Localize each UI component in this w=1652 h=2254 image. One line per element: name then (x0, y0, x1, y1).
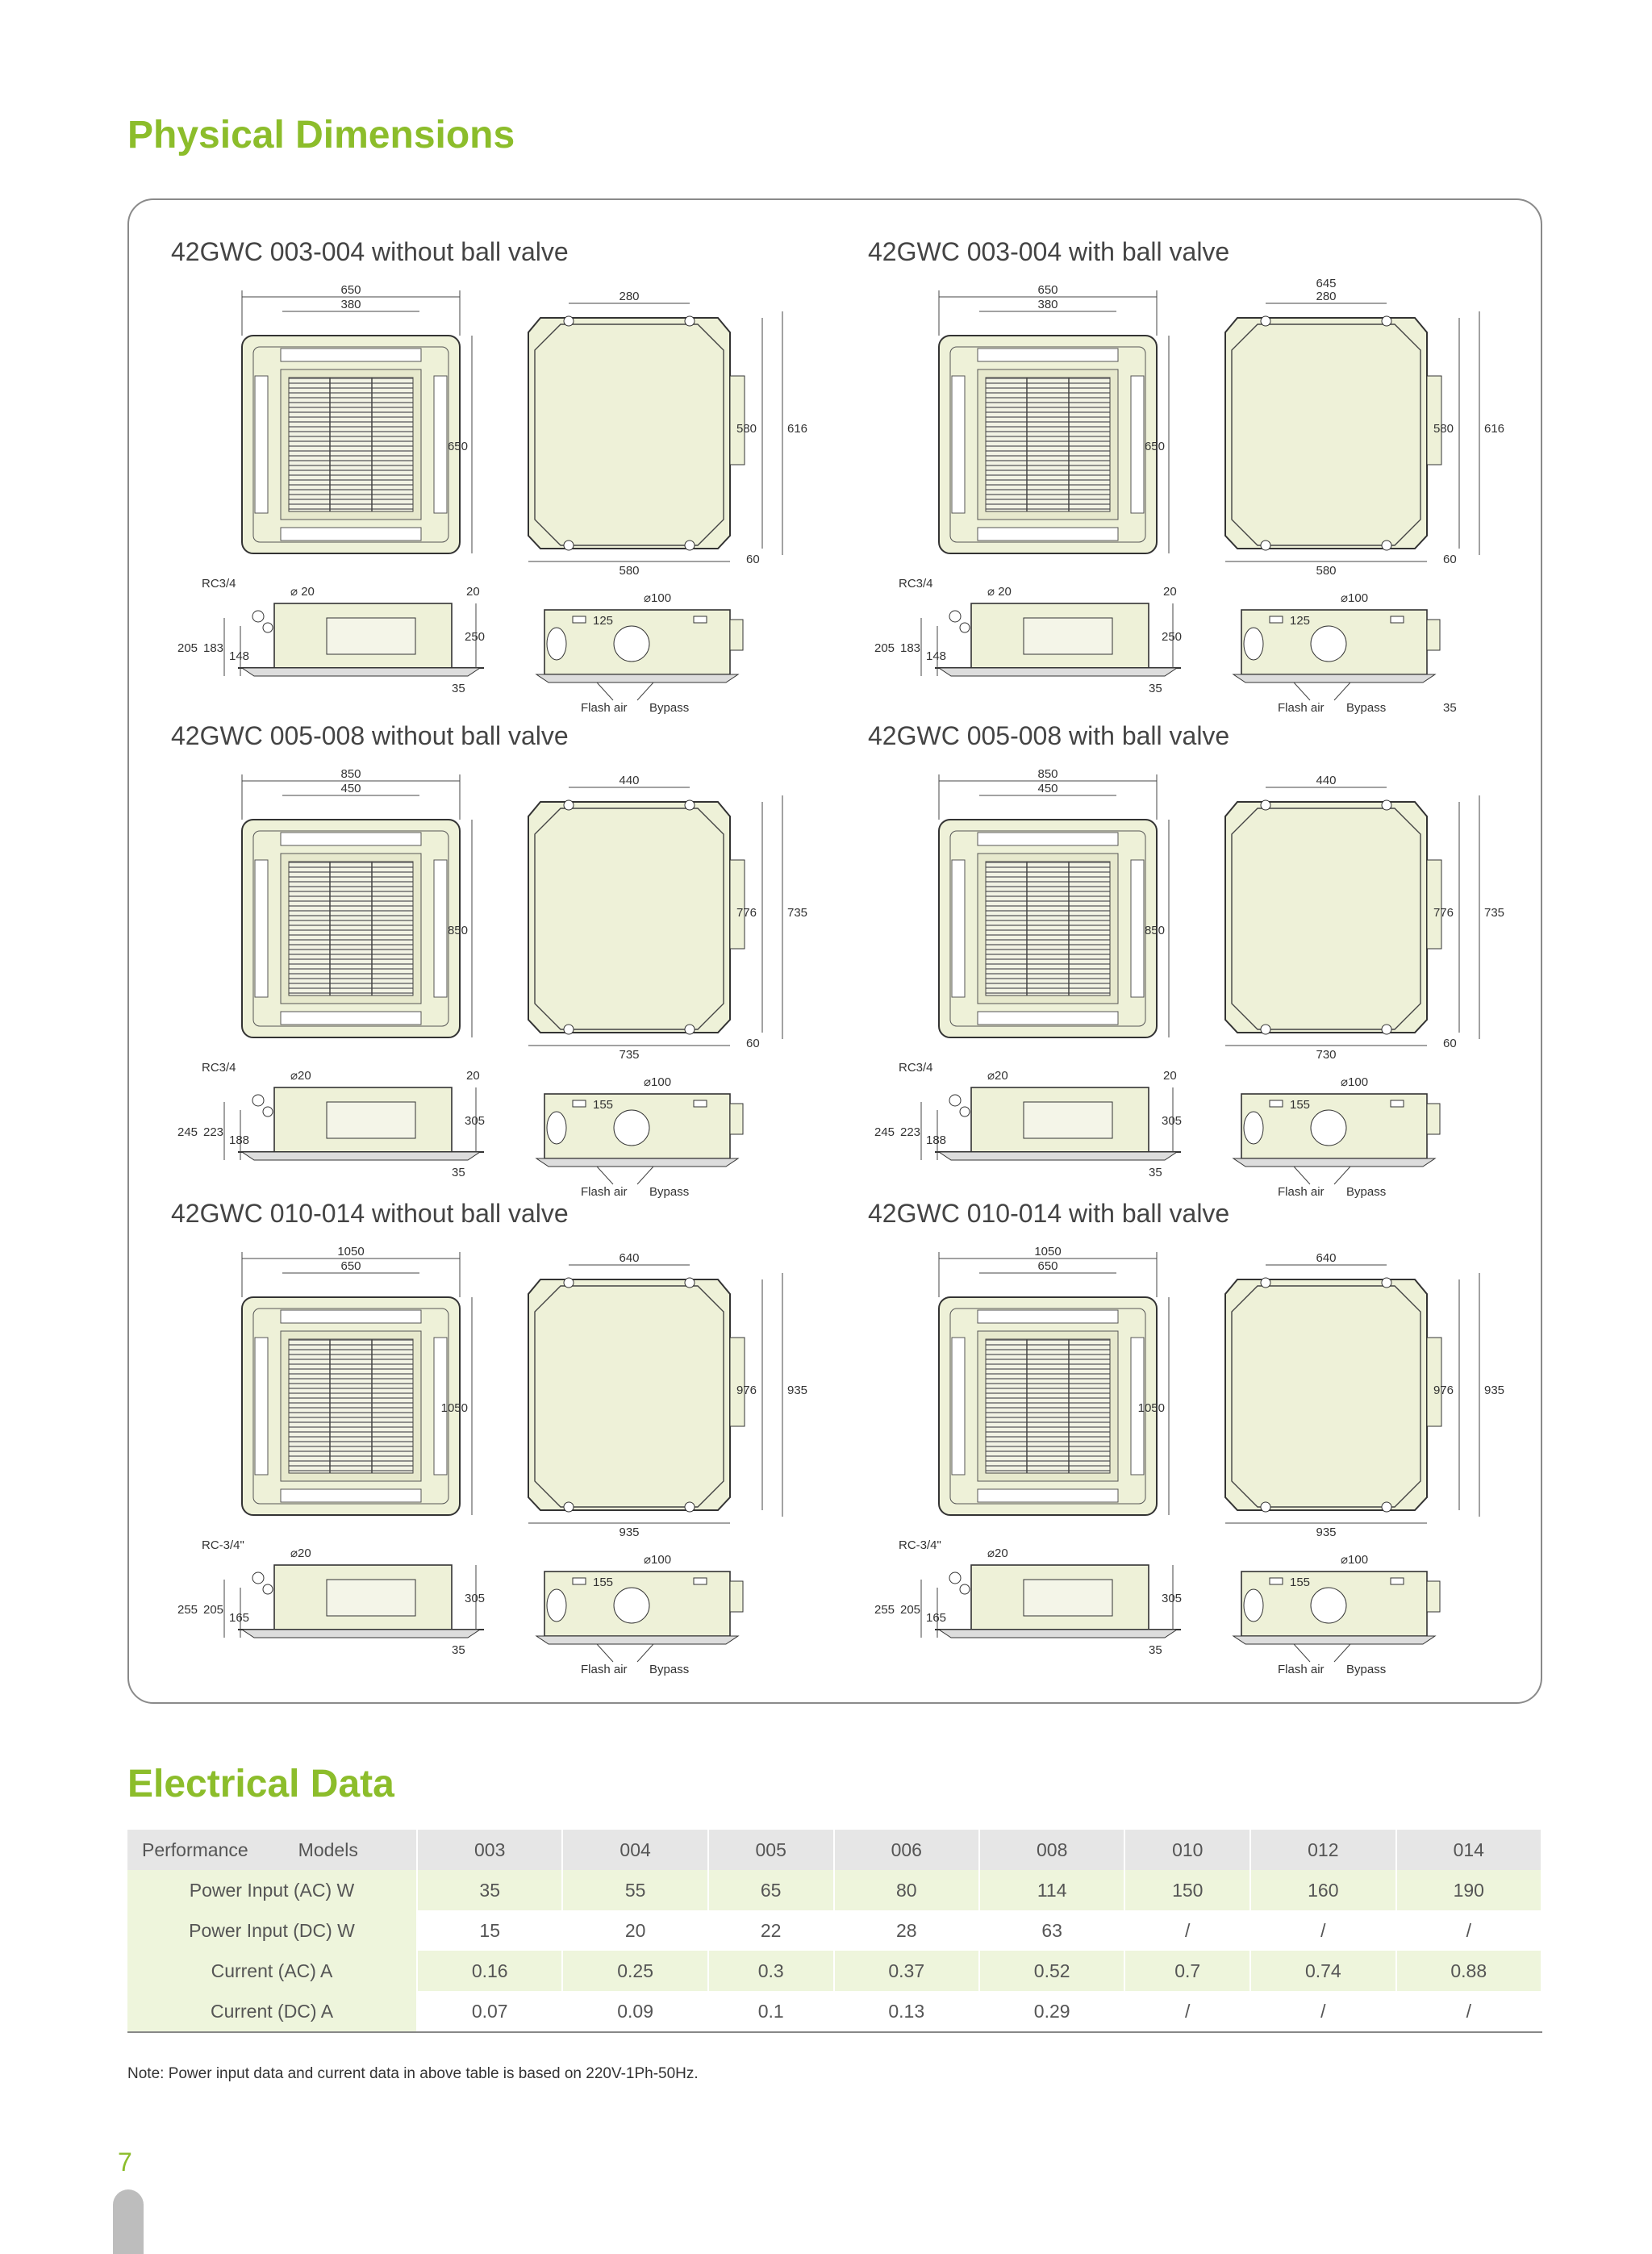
dim-d1: 255 (177, 1603, 198, 1617)
dim-plan-height1: 776 (1433, 906, 1454, 920)
end-view (1233, 1075, 1440, 1199)
dim-plan-width: 935 (619, 1526, 640, 1539)
plan-view (1225, 290, 1504, 578)
dim-height-label: 1050 (440, 1401, 468, 1415)
header-cell: 012 (1250, 1830, 1395, 1870)
dim-d1: 245 (874, 1125, 895, 1139)
top-view (242, 767, 472, 1037)
drain-diameter-label: ⌀20 (987, 1069, 1008, 1083)
table-cell: 80 (834, 1870, 979, 1910)
row-label: Current (AC) A (127, 1951, 417, 1991)
table-cell: 0.16 (417, 1951, 562, 1991)
bypass-label: Bypass (649, 1663, 690, 1676)
side-view (874, 1538, 1182, 1657)
header-cell: 010 (1124, 1830, 1250, 1870)
top-view (939, 283, 1169, 553)
dim-plan-height2: 735 (787, 906, 808, 920)
dim-side-height: 305 (465, 1114, 486, 1128)
plan-view (528, 774, 807, 1062)
header-cell: 003 (417, 1830, 562, 1870)
dim-width-label: 650 (340, 283, 361, 297)
page-number: 7 (118, 2148, 132, 2177)
flash-air-label: Flash air (1278, 1185, 1325, 1199)
duct-size-label: 155 (593, 1098, 614, 1112)
dim-d1: 205 (177, 641, 198, 655)
dim-height-label: 650 (1144, 440, 1165, 453)
dim-d2: 183 (203, 641, 224, 655)
dim-width-label: 1050 (1034, 1245, 1062, 1258)
duct-diameter-label: ⌀100 (644, 591, 672, 605)
dim-top-label: 440 (619, 774, 640, 787)
table-cell: 0.7 (1124, 1951, 1250, 1991)
bypass-label: Bypass (649, 701, 690, 715)
unit-drawing (858, 1241, 1520, 1676)
dim-d2: 223 (900, 1125, 921, 1139)
bypass-label: Bypass (1346, 1663, 1387, 1676)
drain-diameter-label: ⌀ 20 (290, 585, 315, 599)
plan-view (1225, 774, 1504, 1062)
dim-width-label: 850 (340, 767, 361, 781)
table-cell: / (1250, 1991, 1395, 2032)
table-cell: 0.37 (834, 1951, 979, 1991)
dim-d1: 205 (874, 641, 895, 655)
table-cell: / (1396, 1910, 1541, 1951)
dim-width-label: 650 (1037, 283, 1058, 297)
flash-air-label: Flash air (1278, 701, 1325, 715)
section-title: 42GWC 005-008 with ball valve (868, 721, 1230, 750)
end-view (536, 1075, 743, 1199)
dim-inner-label: 380 (340, 298, 361, 311)
dim-plan-height2: 616 (1484, 422, 1505, 436)
header-cell: 004 (562, 1830, 707, 1870)
table-cell: 0.74 (1250, 1951, 1395, 1991)
dim-gap-label: 20 (466, 1069, 480, 1083)
dim-plan-height2: 935 (1484, 1384, 1505, 1397)
dim-d2: 223 (203, 1125, 224, 1139)
table-cell: 0.3 (708, 1951, 834, 1991)
dim-plan-height1: 976 (1433, 1384, 1454, 1397)
dim-plan-height1: 580 (1433, 422, 1454, 436)
dim-d1: 255 (874, 1603, 895, 1617)
end-view (536, 591, 743, 715)
table-cell: 28 (834, 1910, 979, 1951)
table-cell: 0.52 (979, 1951, 1124, 1991)
dim-inner-label: 450 (340, 782, 361, 795)
dim-plan-width: 580 (1316, 564, 1337, 578)
table-cell: / (1396, 1991, 1541, 2032)
drain-diameter-label: ⌀20 (290, 1546, 311, 1560)
unit-drawing (161, 1241, 823, 1676)
pipe-thread-label: RC3/4 (202, 1061, 236, 1075)
table-row (127, 1951, 1541, 1991)
row-label: Power Input (AC) W (127, 1870, 417, 1910)
dim-d1: 245 (177, 1125, 198, 1139)
unit-drawing (858, 763, 1520, 1199)
dim-d2: 205 (203, 1603, 224, 1617)
dim-inner-label: 450 (1037, 782, 1058, 795)
dim-top-label: 280 (619, 290, 640, 303)
table-note: Note: Power input data and current data in above table is based on 220V-1Ph-50Hz. (127, 2065, 699, 2082)
dim-d2: 183 (900, 641, 921, 655)
drain-diameter-label: ⌀20 (290, 1069, 311, 1083)
dim-corner-label: 60 (1443, 1037, 1457, 1050)
electrical-data-table (127, 1830, 1542, 2033)
dim-top-label: 280 (1316, 290, 1337, 303)
flash-air-label: Flash air (581, 1185, 628, 1199)
dim-corner-label: 60 (746, 553, 760, 566)
side-view (874, 577, 1182, 695)
table-cell: 190 (1396, 1870, 1541, 1910)
pipe-thread-label: RC-3/4" (202, 1538, 244, 1552)
flash-air-label: Flash air (581, 701, 628, 715)
duct-diameter-label: ⌀100 (1341, 591, 1369, 605)
table-cell: 0.1 (708, 1991, 834, 2032)
table-cell: 0.88 (1396, 1951, 1541, 1991)
unit-drawing (161, 279, 823, 715)
dim-overall-width: 645 (1316, 279, 1337, 290)
dim-gap-label: 20 (1163, 1069, 1177, 1083)
dim-plan-width: 935 (1316, 1526, 1337, 1539)
duct-size-label: 155 (1290, 1098, 1311, 1112)
electrical-data-heading: Electrical Data (127, 1763, 394, 1805)
header-cell: 006 (834, 1830, 979, 1870)
top-view (242, 1245, 472, 1515)
table-cell: / (1124, 1991, 1250, 2032)
dim-bottom-label: 35 (452, 1166, 465, 1179)
dim-top-label: 640 (1316, 1251, 1337, 1265)
row-label: Current (DC) A (127, 1991, 417, 2032)
bypass-label: Bypass (1346, 701, 1387, 715)
dim-d3: 148 (926, 649, 947, 663)
dim-bottom-label: 35 (452, 682, 465, 695)
dim-plan-height2: 735 (1484, 906, 1505, 920)
duct-diameter-label: ⌀100 (644, 1075, 672, 1089)
dim-corner-label: 60 (746, 1037, 760, 1050)
duct-diameter-label: ⌀100 (644, 1553, 672, 1567)
flash-air-label: Flash air (581, 1663, 628, 1676)
table-cell: 55 (562, 1870, 707, 1910)
header-cell: 005 (708, 1830, 834, 1870)
dim-plan-width: 735 (619, 1048, 640, 1062)
table-cell: / (1250, 1910, 1395, 1951)
table-cell: 114 (979, 1870, 1124, 1910)
plan-view (528, 1251, 807, 1539)
section-title: 42GWC 003-004 with ball valve (868, 237, 1230, 266)
table-cell: 63 (979, 1910, 1124, 1951)
table-cell: 35 (417, 1870, 562, 1910)
dim-plan-width: 580 (619, 564, 640, 578)
end-view (536, 1553, 743, 1676)
dim-bottom-label: 35 (1149, 1166, 1162, 1179)
page-tab (113, 2189, 144, 2254)
pipe-thread-label: RC3/4 (202, 577, 236, 591)
dim-width-label: 850 (1037, 767, 1058, 781)
dim-plan-width: 730 (1316, 1048, 1337, 1062)
dim-d3: 148 (229, 649, 250, 663)
row-label: Power Input (DC) W (127, 1910, 417, 1951)
duct-diameter-label: ⌀100 (1341, 1553, 1369, 1567)
dim-height-label: 850 (1144, 924, 1165, 937)
dim-side-height: 305 (1162, 1114, 1183, 1128)
pipe-thread-label: RC-3/4" (899, 1538, 941, 1552)
dim-bottom-label: 35 (452, 1643, 465, 1657)
header-cell: 014 (1396, 1830, 1541, 1870)
side-view (177, 1061, 485, 1179)
unit-drawing (858, 279, 1520, 715)
dim-inner-label: 650 (1037, 1259, 1058, 1273)
header-cell: 008 (979, 1830, 1124, 1870)
dim-height-label: 1050 (1137, 1401, 1165, 1415)
dim-top-label: 640 (619, 1251, 640, 1265)
table-cell: 150 (1124, 1870, 1250, 1910)
section-title: 42GWC 003-004 without ball valve (171, 237, 569, 266)
top-view (242, 283, 472, 553)
table-cell: 65 (708, 1870, 834, 1910)
section-title: 42GWC 005-008 without ball valve (171, 721, 569, 750)
dim-plan-height1: 776 (736, 906, 757, 920)
flash-air-label: Flash air (1278, 1663, 1325, 1676)
duct-size-label: 125 (1290, 614, 1311, 628)
plan-view (528, 290, 807, 578)
table-cell: 0.07 (417, 1991, 562, 2032)
plan-view (1225, 1251, 1504, 1539)
table-cell: 0.13 (834, 1991, 979, 2032)
table-cell: 22 (708, 1910, 834, 1951)
bypass-label: Bypass (1346, 1185, 1387, 1199)
table-cell: 0.25 (562, 1951, 707, 1991)
dim-side-height: 250 (1162, 630, 1183, 644)
table-row (127, 1870, 1541, 1910)
table-cell: 20 (562, 1910, 707, 1951)
dim-height-label: 650 (447, 440, 468, 453)
top-view (939, 767, 1169, 1037)
duct-size-label: 155 (593, 1576, 614, 1589)
dim-inner-label: 650 (340, 1259, 361, 1273)
section-title: 42GWC 010-014 with ball valve (868, 1199, 1230, 1228)
dim-top-label: 440 (1316, 774, 1337, 787)
duct-diameter-label: ⌀100 (1341, 1075, 1369, 1089)
dim-bottom-label: 35 (1149, 682, 1162, 695)
pipe-thread-label: RC3/4 (899, 577, 933, 591)
dim-side-height: 250 (465, 630, 486, 644)
dim-inner-label: 380 (1037, 298, 1058, 311)
physical-dimensions-heading: Physical Dimensions (127, 114, 515, 157)
table-header-row (127, 1830, 1541, 1870)
table-cell: 0.09 (562, 1991, 707, 2032)
table-cell: / (1124, 1910, 1250, 1951)
dim-d3: 188 (926, 1133, 947, 1147)
dim-d3: 165 (229, 1611, 250, 1625)
dim-side-height: 305 (465, 1592, 486, 1605)
drain-diameter-label: ⌀20 (987, 1546, 1008, 1560)
table-row (127, 1991, 1541, 2032)
table-cell: 160 (1250, 1870, 1395, 1910)
dim-corner-label: 60 (1443, 553, 1457, 566)
dim-width-label: 1050 (337, 1245, 365, 1258)
end-view (1233, 1553, 1440, 1676)
dim-bottom-label: 35 (1443, 701, 1457, 715)
header-cell: Performance Models (127, 1830, 417, 1870)
duct-size-label: 125 (593, 614, 614, 628)
table-cell: 15 (417, 1910, 562, 1951)
dim-side-height: 305 (1162, 1592, 1183, 1605)
dim-d2: 205 (900, 1603, 921, 1617)
dim-plan-height1: 976 (736, 1384, 757, 1397)
side-view (874, 1061, 1182, 1179)
end-view (1233, 591, 1457, 715)
dim-plan-height2: 935 (787, 1384, 808, 1397)
drain-diameter-label: ⌀ 20 (987, 585, 1012, 599)
bypass-label: Bypass (649, 1185, 690, 1199)
side-view (177, 1538, 485, 1657)
section-title: 42GWC 010-014 without ball valve (171, 1199, 569, 1228)
duct-size-label: 155 (1290, 1576, 1311, 1589)
dim-plan-height2: 616 (787, 422, 808, 436)
dim-d3: 165 (926, 1611, 947, 1625)
dim-height-label: 850 (447, 924, 468, 937)
dim-plan-height1: 580 (736, 422, 757, 436)
unit-drawing (161, 763, 823, 1199)
pipe-thread-label: RC3/4 (899, 1061, 933, 1075)
dim-d3: 188 (229, 1133, 250, 1147)
table-row (127, 1910, 1541, 1951)
dim-bottom-label: 35 (1149, 1643, 1162, 1657)
side-view (177, 577, 485, 695)
dim-gap-label: 20 (1163, 585, 1177, 599)
table-cell: 0.29 (979, 1991, 1124, 2032)
dim-gap-label: 20 (466, 585, 480, 599)
top-view (939, 1245, 1169, 1515)
